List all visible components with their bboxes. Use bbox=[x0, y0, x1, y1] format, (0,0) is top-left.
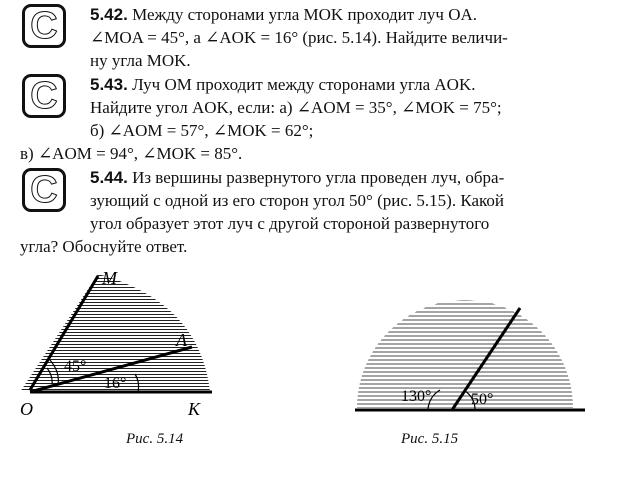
angle-label-16: 16° bbox=[104, 375, 127, 392]
problem-5-44 bbox=[20, 166, 590, 258]
problem-text-line: Луч OM проходит между сторонами угла AOK. bbox=[132, 75, 476, 94]
problem-text-line: Найдите угол AOK, если: а) ∠AOM = 35°, ∠MOK = 75°; bbox=[90, 98, 502, 117]
angle-label-45: 45° bbox=[64, 358, 87, 375]
problem-text-line: угол образует этот луч с другой стороной развернутого bbox=[90, 214, 490, 233]
problem-text-line: б) ∠AOM = 57°, ∠MOK = 62°; bbox=[90, 121, 314, 140]
c-level-badge-icon: C bbox=[22, 168, 66, 212]
label-k: K bbox=[188, 399, 201, 419]
caption-fig-5-14: Рис. 5.14 bbox=[126, 431, 184, 447]
label-a: A bbox=[176, 330, 187, 350]
problem-number: 5.42. bbox=[90, 5, 128, 24]
label-o: O bbox=[20, 399, 33, 419]
problem-text-line: зующий с одной из его сторон угол 50° (рис. 5.15). Какой bbox=[90, 191, 504, 210]
problem-text-line: Между сторонами угла MOK проходит луч OA. bbox=[132, 5, 478, 24]
problem-text-line: в) ∠AOM = 94°, ∠MOK = 85°. bbox=[20, 144, 243, 163]
c-level-badge-icon: C bbox=[22, 74, 66, 118]
caption-fig-5-15: Рис. 5.15 bbox=[401, 431, 459, 447]
problem-5-42 bbox=[20, 3, 590, 72]
c-level-badge-icon: C bbox=[22, 4, 66, 48]
problem-text-line: ∠MOA = 45°, а ∠AOK = 16° (рис. 5.14). Найдите величи- bbox=[90, 28, 508, 47]
problem-5-43 bbox=[20, 73, 590, 165]
problem-text-line: ну угла MOK. bbox=[90, 51, 191, 70]
figure-5-14 bbox=[20, 262, 230, 422]
label-m: M bbox=[102, 268, 117, 288]
problem-number: 5.43. bbox=[90, 75, 128, 94]
figure-5-15 bbox=[355, 290, 585, 415]
problem-text-line: Из вершины развернутого угла проведен луч, обра- bbox=[132, 168, 505, 187]
problem-number: 5.44. bbox=[90, 168, 128, 187]
problem-text-line: угла? Обоснуйте ответ. bbox=[20, 237, 188, 256]
angle-label-130: 130° bbox=[401, 388, 432, 405]
angle-label-50: 50° bbox=[471, 391, 494, 408]
